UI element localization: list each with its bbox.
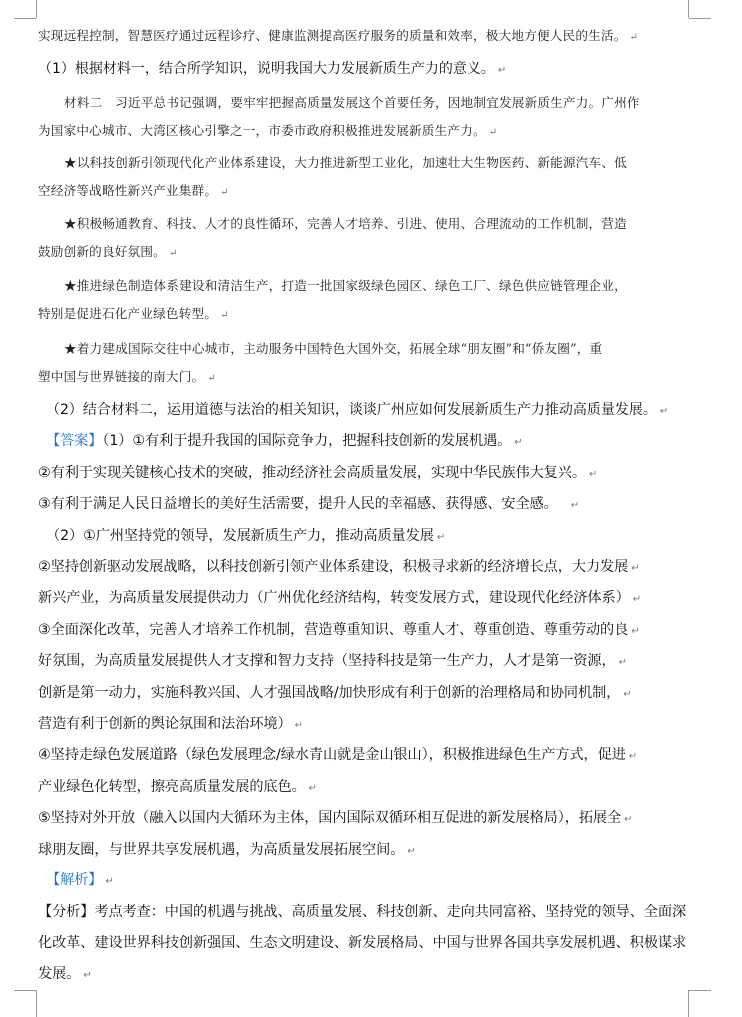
answer-line: ⑤坚持对外开放（融入以国内大循环为主体，国内国际双循环相互促进的新发展格局），拓展全 ↵ (38, 810, 633, 826)
answer-line: ④坚持走绿色发展道路（绿色发展理念/绿水青山就是金山银山），积极推进绿色生产方式，促进 ↵ (38, 747, 638, 763)
analysis-label: 【解析】 (46, 872, 103, 888)
analysis-heading: 【解析】 ↵ (46, 872, 114, 888)
answer-line: 球朋友圈，与世界共享发展机遇，为高质量发展拓展空间。 ↵ (38, 842, 416, 858)
text-line: 材料二 习近平总书记强调，要牢牢把握高质量发展这个首要任务，因地制宜发展新质生产力。广州作 (64, 95, 640, 110)
answer-line: 创新是第一动力，实施科教兴国、人才强国战略/加快形成有利于创新的治理格局和协同机制， ↵ (38, 685, 632, 701)
answer-line: ②有利于实现关键核心技术的突破，推动经济社会高质量发展，实现中华民族伟大复兴。 ↵ (38, 465, 598, 481)
answer-line: 新兴产业，为高质量发展提供动力（广州优化经济结构，转变发展方式，建设现代化经济体系） ↵ (38, 590, 641, 606)
answer-line: ③有利于满足人民日益增长的美好生活需要，提升人民的幸福感、获得感、安全感。 ↵ (38, 496, 580, 512)
answer-line: ②坚持创新驱动发展战略，以科技创新引领产业体系建设，积极寻求新的经济增长点，大力发展 ↵ (38, 559, 640, 575)
answer-line: 好氛围，为高质量发展提供人才支撑和智力支持（坚持科技是第一生产力，人才是第一资源， ↵ (38, 653, 627, 669)
text-line: 特别是促进石化产业绿色转型。 ↵ (38, 306, 229, 321)
crop-mark-bottom-right-v (688, 990, 689, 1017)
text-line: 为国家中心城市、大湾区核心引擎之一，市委市政府积极推进发展新质生产力。 ↵ (38, 123, 498, 138)
analysis-line: 发展。 ↵ (38, 966, 92, 982)
text-line: ★积极畅通教育、科技、人才的良性循环，完善人才培养、引进、使用、合理流动的工作机制，营造 (64, 216, 627, 231)
text-line: ★着力建成国际交往中心城市，主动服务中国特色大国外交，拓展全球“朋友圈”和“侨友圈”，重 (64, 341, 603, 356)
crop-mark-bottom-left-h (14, 990, 36, 991)
question-1: （1）根据材料一，结合所学知识，说明我国大力发展新质生产力的意义。 ↵ (38, 61, 507, 77)
answer-label: 【答案】 (46, 433, 103, 449)
text-line: 鼓励创新的良好氛围。 ↵ (38, 244, 178, 259)
analysis-line: 【分析】考点考查：中国的机遇与挑战、高质量发展、科技创新、走向共同富裕、坚持党的领导、全面深 (38, 904, 687, 920)
crop-mark-top-right-v (688, 0, 689, 18)
crop-mark-top-left-v (36, 0, 37, 18)
question-2: （2）结合材料二，运用道德与法治的相关知识，谈谈广州应如何发展新质生产力推动高质量发展。 ↵ (46, 402, 669, 418)
text-line: 实现远程控制，智慧医疗通过远程诊疗、健康监测提高医疗服务的质量和效率，极大地方便人民的生活。 ↵ (38, 28, 639, 43)
text-line: ★推进绿色制造体系建设和清洁生产，打造一批国家级绿色园区、绿色工厂、绿色供应链管理企业， (64, 278, 627, 293)
answer-heading: 【答案】（1）①有利于提升我国的国际竞争力，把握科技创新的发展机遇。 ↵ (46, 433, 523, 449)
crop-mark-bottom-right-h (689, 990, 711, 991)
text-line: 塑中国与世界链接的南大门。 ↵ (38, 369, 216, 384)
text-line: ★以科技创新引领现代化产业体系建设，大力推进新型工业化，加速壮大生物医药、新能源汽车、低 (64, 155, 627, 170)
crop-mark-bottom-left-v (36, 990, 37, 1017)
answer-line: 产业绿色化转型，擦亮高质量发展的底色。 ↵ (38, 779, 317, 795)
text-line: 空经济等战略性新兴产业集群。 ↵ (38, 183, 229, 198)
crop-mark-top-left-h (14, 18, 36, 19)
answer-line: （2）①广州坚持党的领导，发展新质生产力，推动高质量发展 ↵ (46, 528, 446, 544)
analysis-line: 化改革、建设世界科技创新强国、生态文明建设、新发展格局、中国与世界各国共享发展机遇、积极谋求 (38, 935, 687, 951)
crop-mark-top-right-h (689, 18, 711, 19)
answer-line: ③全面深化改革，完善人才培养工作机制，营造尊重知识、尊重人才、尊重创造、尊重劳动的良 ↵ (38, 622, 640, 638)
answer-line: 营造有利于创新的舆论氛围和法治环境） ↵ (38, 716, 303, 732)
